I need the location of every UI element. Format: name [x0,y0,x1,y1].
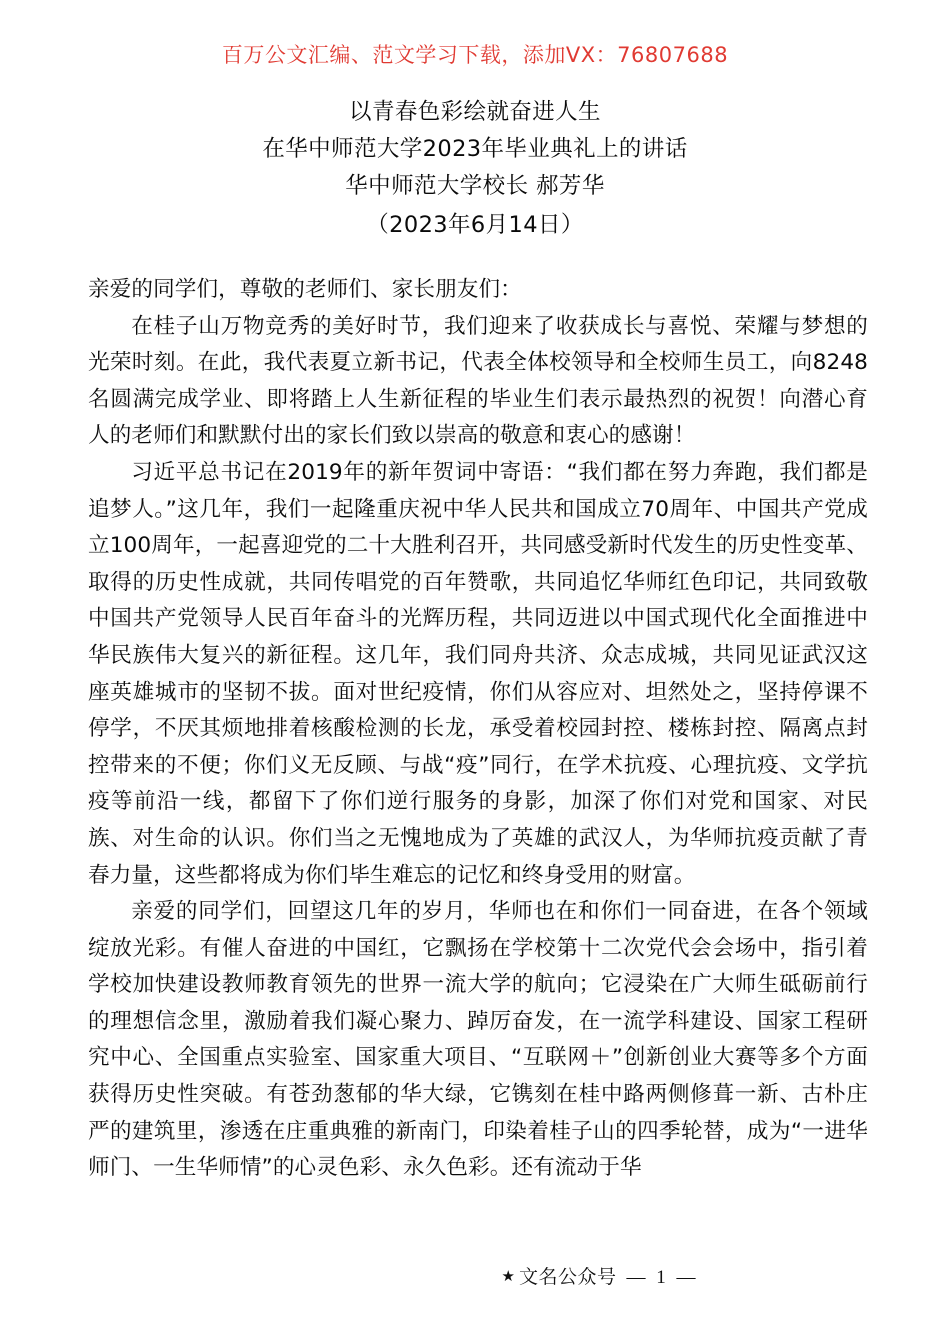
star-icon: ★ [501,1267,515,1285]
body-paragraph: 亲爱的同学们，回望这几年的岁月，华师也在和你们一同奋进，在各个领域绽放光彩。有催人奋进的中国红，它飘扬在学校第十二次党代会会场中，指引着学校加快建设教师教育领先的世界一流大学的航向；它浸染在广大师生砥砺前行的理想信念里，激励着我们凝心聚力、踔厉奋发，在一流学科建设、国家工程研究中心、全国重点实验室、国家重大项目、“互联网＋”创新创业大赛等多个方面获得历史性突破。有苍劲葱郁的华大绿，它镌刻在桂中路两侧修葺一新、古朴庄严的建筑里，渗透在庄重典雅的新南门，印染着桂子山的四季轮替，成为“一进华师门、一生华师情”的心灵色彩、永久色彩。还有流动于华 [88,899,868,1181]
page-number: — 1 — [626,1267,699,1288]
promo-banner: 百万公文汇编、范文学习下载，添加VX：76807688 [221,43,729,67]
document-body [88,272,868,1187]
body-paragraph: 在桂子山万物竞秀的美好时节，我们迎来了收获成长与喜悦、荣耀与梦想的光荣时刻。在此，我代表夏立新书记，代表全体校领导和全校师生员工，向8248名圆满完成学业、即将踏上人生新征程的毕业生们表示最热烈的祝贺！向潜心育人的老师们和默默付出的家长们致以崇高的敬意和衷心的感谢！ [88,313,868,449]
body-paragraph: 习近平总书记在2019年的新年贺词中寄语：“我们都在努力奔跑，我们都是追梦人。”这几年，我们一起隆重庆祝中华人民共和国成立70周年、中国共产党成立100周年，一起喜迎党的二十大胜利召开，共同感受新时代发生的历史性变革、取得的历史性成就，共同传唱党的百年赞歌，共同追忆华师红色印记，共同致敬中国共产党领导人民百年奋斗的光辉历程，共同迈进以中国式现代化全面推进中华民族伟大复兴的新征程。这几年，我们同舟共济、众志成城，共同见证武汉这座英雄城市的坚韧不拔。面对世纪疫情，你们从容应对、坦然处之，坚持停课不停学，不厌其烦地排着核酸检测的长龙，承受着校园封控、楼栋封控、隔离点封控带来的不便；你们义无反顾、与战“疫”同行，在学术抗疫、心理抗疫、文学抗疫等前沿一线，都留下了你们逆行服务的身影，加深了你们对党和国家、对民族、对生命的认识。你们当之无愧地成为了英雄的武汉人，为华师抗疫贡献了青春力量，这些都将成为你们毕生难忘的记忆和终身受用的财富。 [88,459,868,888]
document-subtitle: 在华中师范大学2023年毕业典礼上的讲话 [262,136,688,162]
page-title: 以青春色彩绘就奋进人生 [349,99,601,125]
document-author: 华中师范大学校长 郝芳华 [345,173,605,199]
title-block [0,94,950,245]
footer-inner [252,1262,699,1292]
body-salutation: 亲爱的同学们，尊敬的老师们、家长朋友们： [88,277,522,302]
footer-watermark-label: 文名公众号 [518,1266,617,1288]
document-date: （2023年6月14日） [366,212,584,238]
page-footer [0,1262,950,1292]
